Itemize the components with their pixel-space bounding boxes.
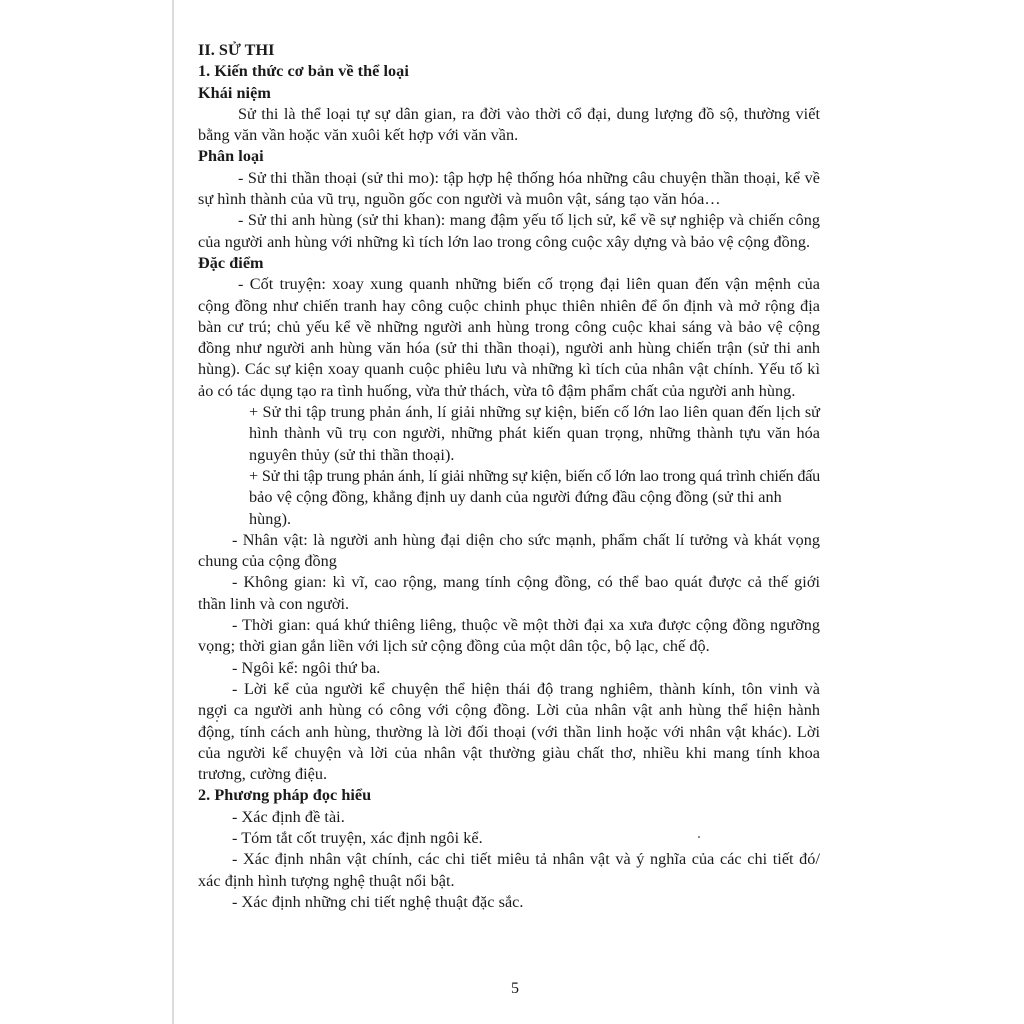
section-title: II. SỬ THI (198, 41, 275, 59)
heading-phan-loai: Phân loại (198, 147, 264, 166)
plus2-line: bảo vệ cộng đồng, khẳng định uy danh của người đứng đầu cộng đồng (sử thi anh hùng). (249, 488, 782, 528)
loi-ke-line: động, tính cách anh hùng, thường là lời đối thoại (với thần linh hoặc với nhân vật khác). Lời (198, 722, 820, 741)
loi-ke-line: - Lời kể của người kể chuyện thể hiện thái độ trang nghiêm, thành kính, tôn vinh và (232, 679, 820, 698)
plus1-line: nguyên thủy (sử thi thần thoại). (249, 445, 455, 464)
method-item: - Xác định nhân vật chính, các chi tiết miêu tả nhân vật và ý nghĩa của các chi tiết đó/ (232, 850, 820, 869)
document-page (198, 40, 820, 913)
thoi-gian-line: - Thời gian: quá khứ thiêng liêng, thuộc về một thời đại xa xưa được cộng đồng ngưỡng (232, 616, 820, 635)
cot-truyen-line: ảo có tác dụng tạo ra tình huống, vừa thử thách, vừa tô đậm phẩm chất của người anh hùng. (198, 381, 796, 400)
phan-loai-b-line-2: của người anh hùng với những kì tích lớn lao trong công cuộc xây dựng và bảo vệ cộng đồng. (198, 232, 811, 251)
method-item: xác định hình tượng nghệ thuật nổi bật. (198, 871, 455, 890)
phan-loai-a-line-1: - Sử thi thần thoại (sử thi mo): tập hợp hệ thống hóa những câu chuyện thần thoại, kể về (238, 168, 820, 187)
method-item: - Tóm tắt cốt truyện, xác định ngôi kể. (232, 828, 483, 847)
subsection-title-knowledge: 1. Kiến thức cơ bản về thể loại (198, 62, 409, 81)
khong-gian-line: thần linh và con người. (198, 594, 350, 613)
loi-ke-line: của người kể chuyện và lời của nhân vật thường giàu chất thơ, nhiều khi mang tính khoa (198, 743, 820, 762)
khong-gian-line: - Không gian: kì vĩ, cao rộng, mang tính cộng đồng, có thể bao quát được cả thế giới (232, 573, 820, 592)
speck-mark (216, 720, 218, 722)
plus1-line: hình thành vũ trụ con người, những phát kiến quan trọng, những thành tựu văn hóa (249, 424, 820, 443)
khai-niem-line-1: Sử thi là thể loại tự sự dân gian, ra đời vào thời cổ đại, dung lượng đồ sộ, thường viết (238, 104, 820, 123)
cot-truyen-line: đồng như người anh hùng văn hóa (sử thi thần thoại), người anh hùng chiến trận (sử thi anh (198, 339, 820, 358)
plus2-line: + Sử thi tập trung phản ánh, lí giải những sự kiện, biến cố lớn lao trong quá trình chiến đấu (249, 466, 820, 485)
cot-truyen-line: cộng đồng như chiến tranh hay công cuộc chinh phục thiên nhiên để ổn định và mở rộng địa (198, 296, 820, 315)
khai-niem-line-2: bằng văn vần hoặc văn xuôi kết hợp với văn vần. (198, 126, 519, 145)
loi-ke-line: ngợi ca người anh hùng có công với cộng đồng. Lời của nhân vật anh hùng thể hiện hành (198, 701, 820, 720)
nhan-vat-line: chung của cộng đồng (198, 552, 337, 571)
thoi-gian-line: vọng; thời gian gắn liền với lịch sử cộng đồng của một dân tộc, bộ lạc, chế độ. (198, 637, 710, 656)
loi-ke-line: trương, cường điệu. (198, 765, 328, 784)
cot-truyen-line: hùng). Các sự kiện xoay quanh cuộc phiêu lưu và những kì tích của nhân vật chính. Yếu tố kì (198, 360, 820, 379)
nhan-vat-line: - Nhân vật: là người anh hùng đại diện cho sức mạnh, phẩm chất lí tưởng và khát vọng (232, 530, 820, 549)
method-item: - Xác định đề tài. (232, 807, 345, 826)
method-item: - Xác định những chi tiết nghệ thuật đặc sắc. (232, 892, 524, 911)
page-number: 5 (511, 980, 519, 997)
cot-truyen-line: - Cốt truyện: xoay xung quanh những biến cố trọng đại liên quan đến vận mệnh của (238, 275, 820, 294)
speck-mark (698, 836, 700, 838)
plus1-line: + Sử thi tập trung phản ánh, lí giải những sự kiện, biến cố lớn lao liên quan đến lịch sử (249, 403, 820, 422)
heading-khai-niem: Khái niệm (198, 83, 271, 102)
ngoi-ke-line: - Ngôi kể: ngôi thứ ba. (232, 658, 381, 677)
heading-dac-diem: Đặc điểm (198, 253, 264, 272)
plus-block-1 (198, 402, 820, 530)
page-edge-shadow (172, 0, 174, 1024)
phan-loai-a-line-2: sự hình thành của vũ trụ, nguồn gốc con người và muôn vật, sáng tạo văn hóa… (198, 190, 721, 209)
phan-loai-b-line-1: - Sử thi anh hùng (sử thi khan): mang đậm yếu tố lịch sử, kể về sự nghiệp và chiến công (238, 211, 820, 230)
subsection-title-method: 2. Phương pháp đọc hiểu (198, 786, 372, 805)
cot-truyen-line: bàn cư trú; chủ yếu kể về những người anh hùng trong công cuộc khai sáng và bảo vệ cộng (198, 317, 820, 336)
